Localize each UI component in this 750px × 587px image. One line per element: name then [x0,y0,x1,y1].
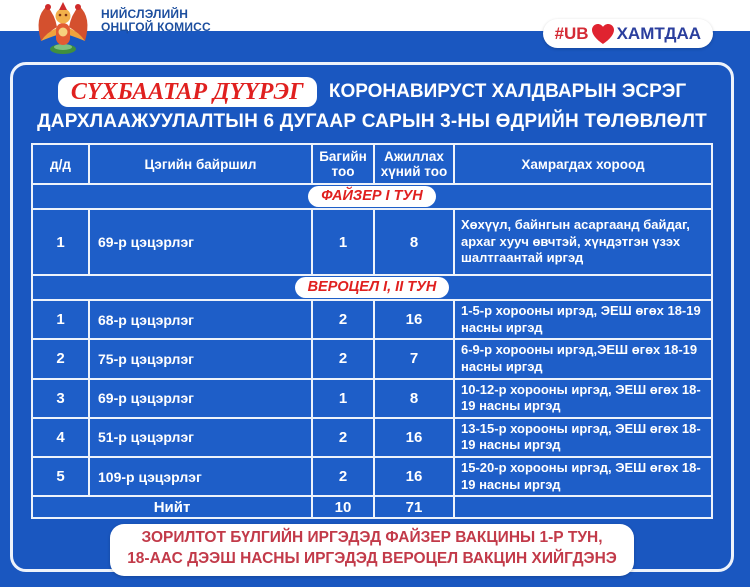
total-staff: 71 [374,496,454,518]
cell-note: 15-20-р хорооны иргэд, ЭЕШ өгөх 18-19 насны иргэд [454,457,712,496]
org-name-line1: НИЙСЛЭЛИЙН [101,7,189,21]
col-header-no: д/д [32,144,89,184]
col-header-khoroos: Хамрагдах хороод [454,144,712,184]
cell-location: 68-р цэцэрлэг [89,300,312,339]
table-row [32,418,712,457]
cell-teams: 1 [312,209,374,275]
cell-location: 69-р цэцэрлэг [89,209,312,275]
cell-teams: 2 [312,339,374,378]
cell-location: 69-р цэцэрлэг [89,379,312,418]
footer-line1: ЗОРИЛТОТ БҮЛГИЙН ИРГЭДЭД ФАЙЗЕР ВАКЦИНЫ 1-Р ТУН, [141,529,603,547]
cell-teams: 1 [312,379,374,418]
cell-no: 1 [32,300,89,339]
cell-staff: 7 [374,339,454,378]
city-emblem-logo [33,1,93,57]
table-row [32,339,712,378]
cell-location: 51-р цэцэрлэг [89,418,312,457]
footer-line2: 18-ААС ДЭЭШ НАСНЫ ИРГЭДЭД ВЕРОЦЕЛ ВАКЦИН ХИЙГДЭНЭ [127,550,617,568]
cell-note: 10-12-р хорооны иргэд, ЭЕШ өгөх 18-19 насны иргэд [454,379,712,418]
table-row [32,209,712,275]
section-label-pill: ФАЙЗЕР I ТУН [308,186,436,207]
title-line1-rest: КОРОНАВИРУСТ ХАЛДВАРЫН ЭСРЭГ [328,81,687,103]
cell-no: 2 [32,339,89,378]
cell-no: 1 [32,209,89,275]
district-name-pill: СҮХБААТАР ДҮҮРЭГ [58,77,317,107]
col-header-location: Цэгийн байршил [89,144,312,184]
cell-staff: 16 [374,457,454,496]
table-row [32,379,712,418]
ub-hamtdaa-badge [543,19,713,48]
total-empty-cell [454,496,712,518]
cell-teams: 2 [312,457,374,496]
section-row-verocell [32,275,712,300]
cell-location: 109-р цэцэрлэг [89,457,312,496]
cell-staff: 8 [374,209,454,275]
cell-staff: 8 [374,379,454,418]
header-row [32,144,712,184]
page-title [13,77,731,133]
title-line2: ДАРХЛААЖУУЛАЛТЫН 6 ДУГААР САРЫН 3-НЫ ӨДРИЙН ТӨЛӨВЛӨЛТ [37,111,707,132]
cell-note: Хөхүүл, байнгын асаргаанд байдаг, архаг хууч өвчтэй, хүндэтгэн үзэх шалтгаантай иргэд [454,209,712,275]
hashtag-hamtdaa: ХАМТДАА [616,23,701,43]
footer-notice [110,524,634,576]
cell-no: 4 [32,418,89,457]
total-label: Нийт [32,496,312,518]
section-label-pill: ВЕРОЦЕЛ I, II ТУН [295,277,450,298]
content-frame [10,62,734,572]
title-line1 [13,77,731,107]
cell-teams: 2 [312,300,374,339]
total-teams: 10 [312,496,374,518]
cell-teams: 2 [312,418,374,457]
cell-staff: 16 [374,300,454,339]
cell-staff: 16 [374,418,454,457]
section-row-pfizer [32,184,712,209]
table-row [32,300,712,339]
cell-note: 1-5-р хорооны иргэд, ЭЕШ өгөх 18-19 насны иргэд [454,300,712,339]
vaccination-table [31,143,713,519]
hashtag-ub: #UB [554,23,589,43]
cell-note: 13-15-р хорооны иргэд, ЭЕШ өгөх 18-19 насны иргэд [454,418,712,457]
col-header-teams: Багийн тоо [312,144,374,184]
total-row [32,496,712,518]
cell-no: 5 [32,457,89,496]
cell-location: 75-р цэцэрлэг [89,339,312,378]
heart-icon [592,24,614,44]
org-name-line2: ОНЦГОЙ КОМИСС [101,20,211,35]
col-header-staff: Ажиллах хүний тоо [374,144,454,184]
cell-no: 3 [32,379,89,418]
org-name [101,8,211,35]
cell-note: 6-9-р хорооны иргэд,ЭЕШ өгөх 18-19 насны иргэд [454,339,712,378]
table-row [32,457,712,496]
